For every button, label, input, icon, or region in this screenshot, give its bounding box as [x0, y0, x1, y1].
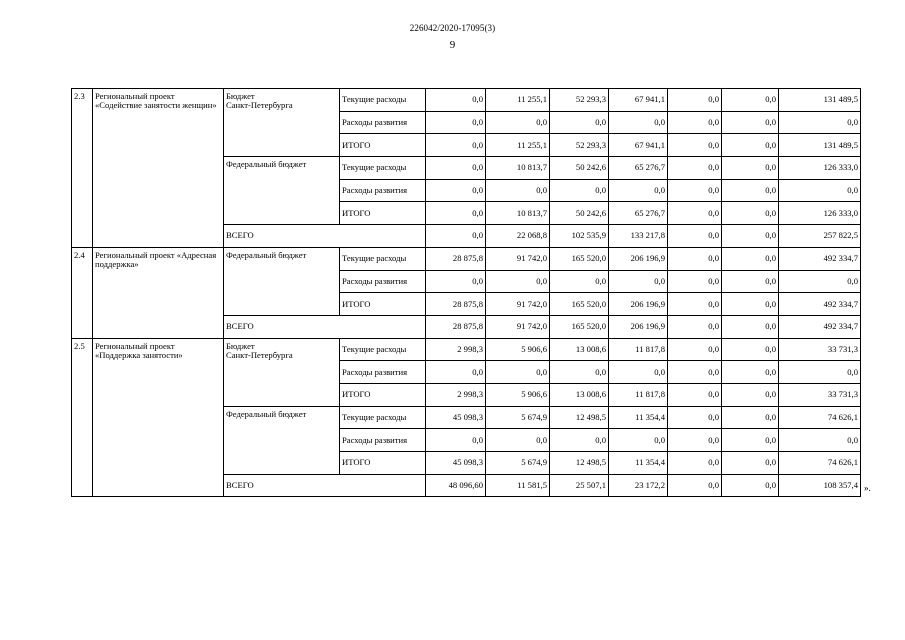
expense-type: Текущие расходы — [340, 406, 426, 429]
closing-quote-mark: ». — [864, 483, 871, 493]
cell-value: 91 742,0 — [486, 293, 550, 316]
budget-source: Федеральный бюджет — [224, 406, 340, 474]
expense-type: ИТОГО — [340, 452, 426, 475]
cell-value: 0,0 — [668, 270, 722, 293]
cell-value: 0,0 — [609, 111, 668, 134]
cell-value: 0,0 — [722, 89, 779, 112]
section-number: 2.4 — [72, 247, 93, 338]
cell-value: 133 217,8 — [609, 225, 668, 248]
cell-value: 0,0 — [550, 111, 609, 134]
cell-value: 0,0 — [722, 338, 779, 361]
cell-value: 0,0 — [668, 89, 722, 112]
cell-value: 0,0 — [486, 429, 550, 452]
cell-value: 165 520,0 — [550, 247, 609, 270]
budget-source: Бюджет Санкт-Петербурга — [224, 89, 340, 157]
section-number: 2.5 — [72, 338, 93, 497]
expense-type: ИТОГО — [340, 202, 426, 225]
cell-value: 0,0 — [668, 157, 722, 180]
cell-value: 74 626,1 — [779, 406, 861, 429]
cell-value: 65 276,7 — [609, 202, 668, 225]
budget-source: Бюджет Санкт-Петербурга — [224, 338, 340, 406]
cell-value: 12 498,5 — [550, 452, 609, 475]
cell-value: 165 520,0 — [550, 293, 609, 316]
cell-value: 0,0 — [722, 111, 779, 134]
cell-value: 28 875,8 — [426, 293, 486, 316]
cell-value: 0,0 — [426, 89, 486, 112]
cell-value: 67 941,1 — [609, 89, 668, 112]
cell-value: 165 520,0 — [550, 315, 609, 338]
cell-value: 52 293,3 — [550, 134, 609, 157]
cell-value: 0,0 — [668, 293, 722, 316]
cell-value: 0,0 — [668, 247, 722, 270]
cell-value: 0,0 — [779, 179, 861, 202]
expense-type: Расходы развития — [340, 429, 426, 452]
cell-value: 28 875,8 — [426, 315, 486, 338]
cell-value: 0,0 — [550, 429, 609, 452]
cell-value: 0,0 — [609, 361, 668, 384]
cell-value: 11 354,4 — [609, 406, 668, 429]
cell-value: 11 255,1 — [486, 134, 550, 157]
cell-value: 0,0 — [722, 293, 779, 316]
page-number: 9 — [449, 39, 456, 51]
cell-value: 2 998,3 — [426, 338, 486, 361]
cell-value: 50 242,6 — [550, 157, 609, 180]
expense-type: Текущие расходы — [340, 247, 426, 270]
cell-value: 0,0 — [609, 429, 668, 452]
cell-value: 0,0 — [609, 270, 668, 293]
cell-value: 0,0 — [722, 474, 779, 497]
cell-value: 0,0 — [722, 406, 779, 429]
cell-value: 91 742,0 — [486, 247, 550, 270]
budget-source: Федеральный бюджет — [224, 157, 340, 225]
cell-value: 0,0 — [668, 134, 722, 157]
table-row — [72, 338, 861, 361]
cell-value: 48 096,60 — [426, 474, 486, 497]
cell-value: 0,0 — [722, 452, 779, 475]
table-row — [72, 89, 861, 112]
cell-value: 0,0 — [779, 361, 861, 384]
cell-value: 0,0 — [779, 270, 861, 293]
expense-type: Расходы развития — [340, 179, 426, 202]
cell-value: 50 242,6 — [550, 202, 609, 225]
project-name: Региональный проект «Адресная поддержка» — [93, 247, 224, 338]
cell-value: 45 098,3 — [426, 452, 486, 475]
cell-value: 0,0 — [609, 179, 668, 202]
cell-value: 0,0 — [668, 383, 722, 406]
cell-value: 206 196,9 — [609, 315, 668, 338]
expense-type: ИТОГО — [340, 383, 426, 406]
cell-value: 2 998,3 — [426, 383, 486, 406]
cell-value: 0,0 — [668, 406, 722, 429]
cell-value: 52 293,3 — [550, 89, 609, 112]
cell-value: 11 255,1 — [486, 89, 550, 112]
cell-value: 0,0 — [426, 202, 486, 225]
cell-value: 22 068,8 — [486, 225, 550, 248]
cell-value: 0,0 — [426, 179, 486, 202]
project-name: Региональный проект «Содействие занятости женщин» — [93, 89, 224, 248]
cell-value: 102 535,9 — [550, 225, 609, 248]
cell-value: 74 626,1 — [779, 452, 861, 475]
cell-value: 10 813,7 — [486, 202, 550, 225]
cell-value: 0,0 — [668, 179, 722, 202]
cell-value: 0,0 — [668, 225, 722, 248]
cell-value: 206 196,9 — [609, 293, 668, 316]
cell-value: 0,0 — [722, 247, 779, 270]
cell-value: 67 941,1 — [609, 134, 668, 157]
table-row — [72, 247, 861, 270]
expense-type: Текущие расходы — [340, 157, 426, 180]
cell-value: 23 172,2 — [609, 474, 668, 497]
cell-value: 131 489,5 — [779, 134, 861, 157]
cell-value: 0,0 — [426, 429, 486, 452]
cell-value: 5 906,6 — [486, 383, 550, 406]
cell-value: 492 334,7 — [779, 293, 861, 316]
cell-value: 126 333,0 — [779, 202, 861, 225]
cell-value: 0,0 — [668, 361, 722, 384]
expense-type: ИТОГО — [340, 293, 426, 316]
cell-value: 11 817,8 — [609, 338, 668, 361]
cell-value: 0,0 — [426, 361, 486, 384]
cell-value: 131 489,5 — [779, 89, 861, 112]
cell-value: 12 498,5 — [550, 406, 609, 429]
expense-type: Расходы развития — [340, 111, 426, 134]
expense-type: ИТОГО — [340, 134, 426, 157]
cell-value: 5 674,9 — [486, 406, 550, 429]
cell-value: 5 906,6 — [486, 338, 550, 361]
total-label: ВСЕГО — [224, 225, 426, 248]
cell-value: 492 334,7 — [779, 247, 861, 270]
cell-value: 0,0 — [668, 315, 722, 338]
cell-value: 11 354,4 — [609, 452, 668, 475]
cell-value: 0,0 — [486, 270, 550, 293]
cell-value: 33 731,3 — [779, 338, 861, 361]
expense-type: Текущие расходы — [340, 338, 426, 361]
cell-value: 0,0 — [668, 452, 722, 475]
cell-value: 0,0 — [668, 474, 722, 497]
cell-value: 0,0 — [550, 270, 609, 293]
cell-value: 0,0 — [722, 179, 779, 202]
cell-value: 0,0 — [550, 179, 609, 202]
budget-source: Федеральный бюджет — [224, 247, 340, 315]
cell-value: 28 875,8 — [426, 247, 486, 270]
cell-value: 0,0 — [722, 202, 779, 225]
cell-value: 5 674,9 — [486, 452, 550, 475]
cell-value: 25 507,1 — [550, 474, 609, 497]
cell-value: 0,0 — [668, 202, 722, 225]
cell-value: 0,0 — [486, 111, 550, 134]
expense-type: Текущие расходы — [340, 89, 426, 112]
cell-value: 0,0 — [722, 429, 779, 452]
cell-value: 0,0 — [426, 270, 486, 293]
expense-type: Расходы развития — [340, 361, 426, 384]
cell-value: 0,0 — [668, 429, 722, 452]
cell-value: 0,0 — [722, 134, 779, 157]
cell-value: 108 357,4 — [779, 474, 861, 497]
budget-table — [71, 88, 861, 497]
cell-value: 0,0 — [426, 134, 486, 157]
cell-value: 206 196,9 — [609, 247, 668, 270]
cell-value: 0,0 — [722, 383, 779, 406]
cell-value: 10 813,7 — [486, 157, 550, 180]
cell-value: 0,0 — [550, 361, 609, 384]
cell-value: 0,0 — [426, 157, 486, 180]
cell-value: 0,0 — [486, 361, 550, 384]
cell-value: 45 098,3 — [426, 406, 486, 429]
cell-value: 0,0 — [668, 338, 722, 361]
cell-value: 0,0 — [668, 111, 722, 134]
cell-value: 0,0 — [426, 225, 486, 248]
section-number: 2.3 — [72, 89, 93, 248]
cell-value: 0,0 — [486, 179, 550, 202]
document-id: 226042/2020-17095(3) — [409, 23, 496, 33]
cell-value: 492 334,7 — [779, 315, 861, 338]
cell-value: 91 742,0 — [486, 315, 550, 338]
cell-value: 0,0 — [779, 111, 861, 134]
cell-value: 13 008,6 — [550, 338, 609, 361]
cell-value: 11 817,8 — [609, 383, 668, 406]
total-label: ВСЕГО — [224, 315, 426, 338]
cell-value: 0,0 — [722, 315, 779, 338]
cell-value: 257 822,5 — [779, 225, 861, 248]
cell-value: 0,0 — [722, 157, 779, 180]
total-label: ВСЕГО — [224, 474, 426, 497]
cell-value: 13 008,6 — [550, 383, 609, 406]
cell-value: 126 333,0 — [779, 157, 861, 180]
cell-value: 0,0 — [722, 225, 779, 248]
cell-value: 0,0 — [722, 270, 779, 293]
cell-value: 11 581,5 — [486, 474, 550, 497]
expense-type: Расходы развития — [340, 270, 426, 293]
cell-value: 0,0 — [779, 429, 861, 452]
cell-value: 0,0 — [426, 111, 486, 134]
cell-value: 33 731,3 — [779, 383, 861, 406]
cell-value: 0,0 — [722, 361, 779, 384]
project-name: Региональный проект «Поддержка занятости» — [93, 338, 224, 497]
cell-value: 65 276,7 — [609, 157, 668, 180]
